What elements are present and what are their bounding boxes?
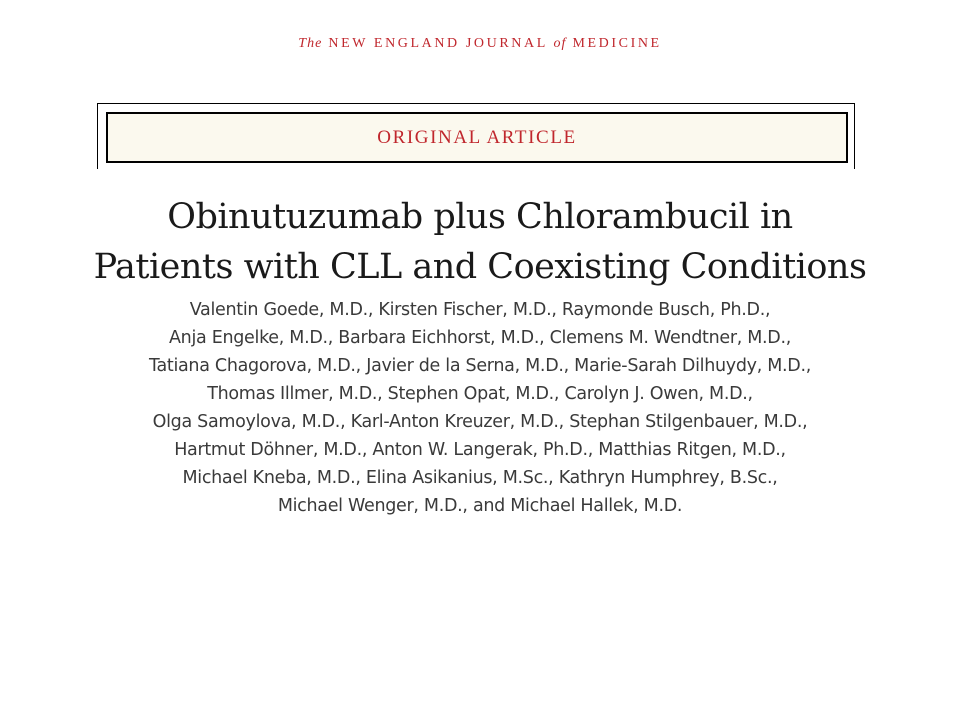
article-title-line: Patients with CLL and Coexisting Conditions bbox=[93, 247, 867, 287]
author-line: Michael Wenger, M.D., and Michael Hallek, M.D. bbox=[277, 496, 683, 516]
masthead-of: of bbox=[553, 36, 567, 51]
article-title-line: Obinutuzumab plus Chlorambucil in bbox=[167, 197, 793, 237]
journal-masthead bbox=[0, 36, 960, 52]
article-type-label: ORIGINAL ARTICLE bbox=[377, 126, 577, 148]
author-line: Tatiana Chagorova, M.D., Javier de la Serna, M.D., Marie-Sarah Dilhuydy, M.D., bbox=[148, 356, 812, 376]
masthead-the: The bbox=[298, 36, 323, 51]
article-type-banner bbox=[106, 112, 848, 163]
author-line: Hartmut Döhner, M.D., Anton W. Langerak, Ph.D., Matthias Ritgen, M.D., bbox=[174, 440, 786, 460]
author-line: Olga Samoylova, M.D., Karl-Anton Kreuzer, M.D., Stephan Stilgenbauer, M.D., bbox=[152, 412, 808, 432]
masthead-new-england-journal: NEW ENGLAND JOURNAL bbox=[328, 36, 548, 51]
article-title bbox=[0, 192, 960, 292]
author-line: Michael Kneba, M.D., Elina Asikanius, M.Sc., Kathryn Humphrey, B.Sc., bbox=[182, 468, 778, 488]
author-line: Valentin Goede, M.D., Kirsten Fischer, M.D., Raymonde Busch, Ph.D., bbox=[189, 300, 771, 320]
author-list bbox=[0, 296, 960, 520]
masthead-medicine: MEDICINE bbox=[572, 36, 662, 51]
author-line: Thomas Illmer, M.D., Stephen Opat, M.D., Carolyn J. Owen, M.D., bbox=[207, 384, 753, 404]
author-line: Anja Engelke, M.D., Barbara Eichhorst, M.D., Clemens M. Wendtner, M.D., bbox=[168, 328, 792, 348]
